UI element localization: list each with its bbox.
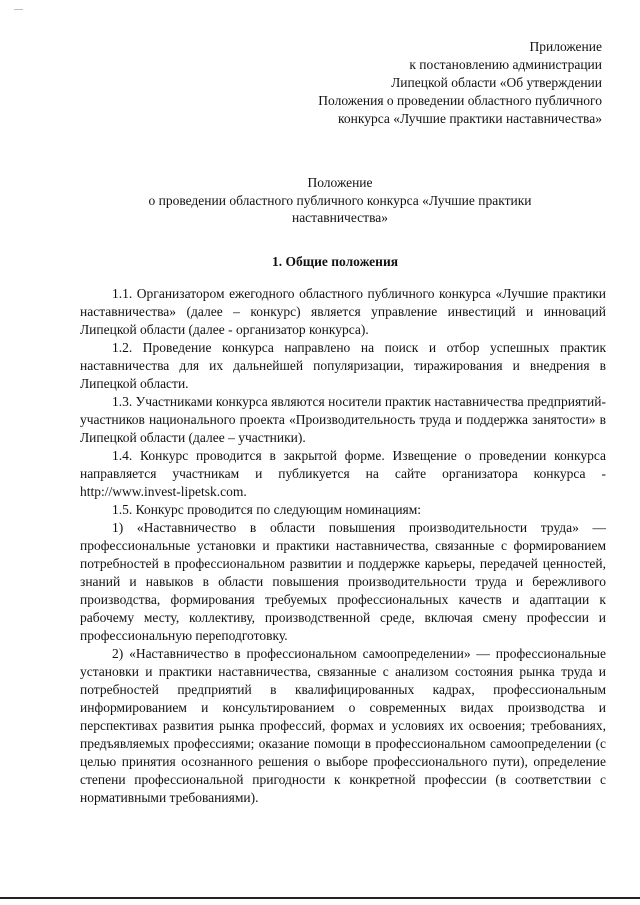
- paragraph-1-5: 1.5. Конкурс проводится по следующим номинациям:: [112, 502, 422, 517]
- paragraph-1-1: 1.1. Организатором ежегодного областного публичного конкурса «Лучшие практики наставничества» (далее – конкурс) является управление инвестиций и инноваций Липецкой области (далее - организатор конкурса).: [80, 286, 606, 337]
- appendix-line: Приложение: [529, 39, 602, 54]
- appendix-line: Положения о проведении областного публичного: [318, 93, 602, 108]
- nomination-1: 1) «Наставничество в области повышения производительности труда» — профессиональные установки и практики наставничества, связанные с формированием потребностей в профессиональном развитии и поддержке карьеры, передачей ценностей, знаний и навыков в области повышения производительности труда и бережливого производства, формирования требуемых профессиональных качеств и адаптации к рабочему месту, коллективу, производственной среде, включая смену профессии и профессиональную переподготовку.: [80, 520, 606, 643]
- corner-mark: —: [14, 4, 23, 14]
- section-heading: 1. Общие положения: [271, 254, 399, 269]
- footer-rule: [0, 897, 640, 899]
- document-body: [80, 285, 606, 807]
- appendix-block: [318, 38, 602, 128]
- paragraph-1-4: 1.4. Конкурс проводится в закрытой форме. Извещение о проведении конкурса направляется участникам и публикуется на сайте организатора конкурса - http://www.invest-lipetsk.com.: [80, 448, 606, 499]
- appendix-line: конкурса «Лучшие практики наставничества»: [337, 111, 602, 126]
- title-line: Положение: [307, 175, 373, 190]
- document-title: [90, 174, 590, 227]
- title-line: наставничества»: [291, 210, 389, 225]
- paragraph-1-3: 1.3. Участниками конкурса являются носители практик наставничества предприятий-участников национального проекта «Производительность труда и поддержка занятости» в Липецкой области (далее – участники).: [80, 394, 606, 445]
- nomination-2: 2) «Наставничество в профессиональном самоопределении» — профессиональные установки и практики наставничества, связанные с анализом состояния рынка труда и потребностей предприятий в квалифицированных кадрах, профессиональным информированием и консультированием о современных видах производства и перспективах развития рынка профессий, формах и условиях их освоения; требованиях, предъявляемых профессиями; оказание помощи в профессиональном самоопределении (с целью принятия осознанного решения о выборе профессионального пути), определение степени профессиональной пригодности к конкретной профессии (в соответствии с нормативными требованиями).: [80, 646, 606, 805]
- appendix-line: Липецкой области «Об утверждении: [391, 75, 602, 90]
- appendix-line: к постановлению администрации: [409, 57, 602, 72]
- paragraph-1-2: 1.2. Проведение конкурса направлено на поиск и отбор успешных практик наставничества для их дальнейшей популяризации, тиражирования и внедрения в Липецкой области.: [80, 340, 606, 391]
- title-line: о проведении областного публичного конкурса «Лучшие практики: [148, 192, 532, 208]
